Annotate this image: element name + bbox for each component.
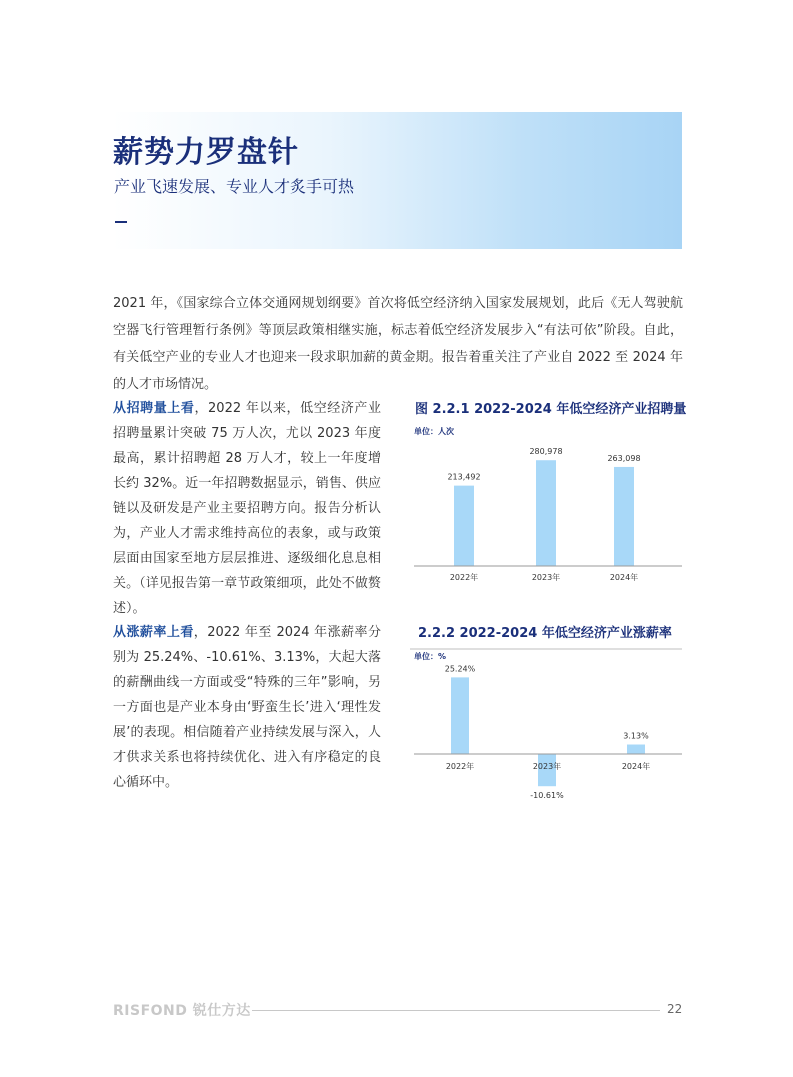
tick-label: 2022年	[449, 573, 479, 582]
bar-2023年	[536, 460, 556, 566]
data-label: -10.61%	[530, 791, 564, 801]
page-title: 薪势力罗盘针	[113, 135, 299, 170]
page-subtitle: 产业飞速发展、专业人才炙手可热	[114, 177, 355, 196]
page-number: 22	[667, 1002, 683, 1016]
tick-label: 2024年	[609, 573, 639, 582]
bar-2022年	[451, 677, 469, 754]
title-divider	[115, 221, 127, 223]
tick-label: 2023年	[532, 762, 562, 771]
data-label: 263,098	[607, 453, 641, 463]
bar-2022年	[454, 486, 474, 566]
chart-salary-title: 2.2.2 2022-2024 年低空经济产业涨薪率	[418, 626, 672, 641]
data-label: 213,492	[447, 472, 481, 482]
intro-paragraph: 2021 年，《国家综合立体交通网规划纲要》首次将低空经济纳入国家发展规划，此后《无人驾驶航空器飞行管理暂行条例》等顶层政策相继实施，标志着低空经济发展步入“有法可依”阶段。自此，有关低空产业的专业人才也迎来一段求职加薪的黄金期。报告着重关注了产业自 2022 至 2024 年的人才市场情况。	[113, 296, 683, 392]
recruitment-text: ，2022 年以来，低空经济产业招聘量累计突破 75 万人次，尤以 2023 年度最高，累计招聘超 28 万人才，较上一年度增长约 32%。近一年招聘数据显示，销售、供应链以及研发是产业主要招聘方向。报告分析认为，产业人才需求维持高位的表象，或与政策层面由国家至地方层层推进、逐级细化息息相关。（详见报告第一章节政策细项，此处不做赘述）。	[113, 401, 381, 616]
data-label: 280,978	[529, 447, 563, 457]
chart-unit-label: 单位：%	[414, 652, 447, 661]
bar-2024年	[627, 744, 645, 754]
bar-2024年	[614, 467, 634, 566]
tick-label: 2024年	[621, 762, 651, 771]
salary-paragraph	[113, 620, 381, 795]
salary-lead: 从涨薪率上看	[113, 625, 194, 640]
recruitment-paragraph	[113, 396, 381, 621]
chart-recruitment	[410, 420, 682, 590]
tick-label: 2022年	[445, 762, 475, 771]
data-label: 3.13%	[623, 731, 649, 741]
footer-divider	[252, 1010, 660, 1011]
salary-text: ，2022 年至 2024 年涨薪率分别为 25.24%、-10.61%、3.13%，大起大落的薪酬曲线一方面或受“特殊的三年”影响，另一方面也是产业本身由‘野蛮生长’进入‘理性发展’的表现。相信随着产业持续发展与深入，人才供求关系也将持续优化、进入有序稳定的良心循环中。	[113, 625, 381, 790]
chart-unit-label: 单位：人次	[414, 427, 454, 436]
chart-salary	[410, 643, 682, 803]
recruitment-lead: 从招聘量上看	[113, 401, 195, 416]
tick-label: 2023年	[531, 573, 561, 582]
brand-logo: RISFOND 锐仕方达	[113, 1003, 251, 1019]
chart-recruitment-title: 图 2.2.1 2022-2024 年低空经济产业招聘量	[415, 402, 687, 417]
data-label: 25.24%	[444, 664, 476, 674]
